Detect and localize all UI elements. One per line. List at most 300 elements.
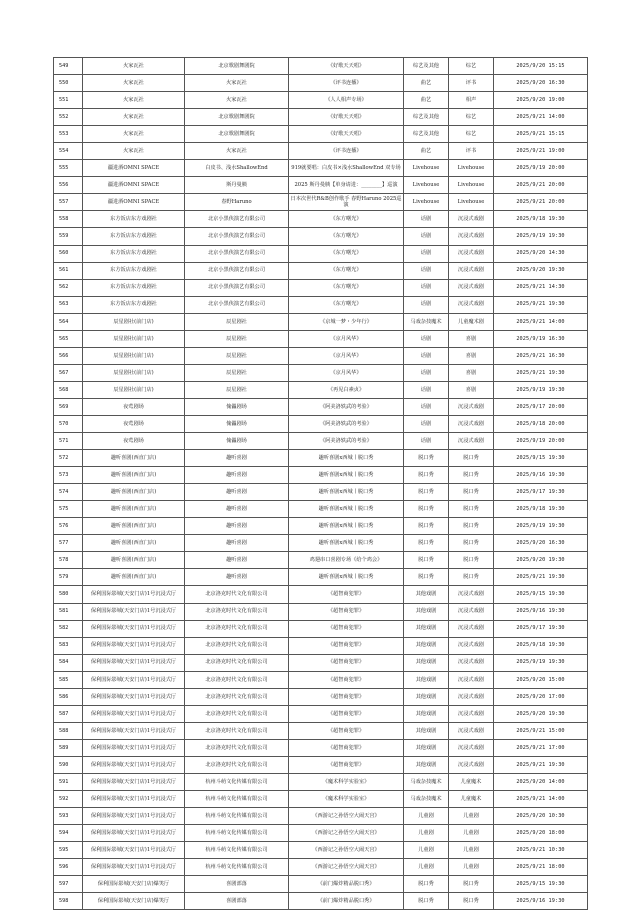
show-time-cell: 2025/9/20 19:30 <box>494 705 588 722</box>
row-number-cell: 564 <box>54 313 83 330</box>
show-title-cell: 趣听喜剧x西城丨脱口秀 <box>289 569 404 586</box>
show-time-cell: 2025/9/21 14:30 <box>494 279 588 296</box>
subcategory-cell: 沉浸式戏剧 <box>449 671 494 688</box>
venue-cell: 保利国际影城(天安门店)爆笑厅 <box>83 876 185 893</box>
venue-cell: 火家瓦社 <box>83 92 185 109</box>
show-time-cell: 2025/9/16 19:30 <box>494 467 588 484</box>
show-title-cell: 《超智商犯罪》 <box>289 637 404 654</box>
row-number-cell: 595 <box>54 842 83 859</box>
category-cell: 其他戏剧 <box>404 671 449 688</box>
venue-cell: 辰星剧社(前门店) <box>83 364 185 381</box>
row-number-cell: 587 <box>54 705 83 722</box>
category-cell: 脱口秀 <box>404 450 449 467</box>
show-time-cell: 2025/9/16 19:30 <box>494 893 588 910</box>
venue-cell: 保利国际影城(天安门店)爆笑厅 <box>83 893 185 910</box>
subcategory-cell: 评书 <box>449 143 494 160</box>
category-cell: 综艺及其他 <box>404 109 449 126</box>
show-time-cell: 2025/9/21 17:00 <box>494 739 588 756</box>
show-time-cell: 2025/9/21 18:00 <box>494 859 588 876</box>
row-number-cell: 582 <box>54 620 83 637</box>
row-number-cell: 551 <box>54 92 83 109</box>
table-row <box>54 92 588 109</box>
organizer-cell: 北京洛克时代文化有限公司 <box>185 603 289 620</box>
category-cell: 其他戏剧 <box>404 722 449 739</box>
category-cell: 马戏杂技魔术 <box>404 313 449 330</box>
organizer-cell: 杭州斗萌文化传媒有限公司 <box>185 859 289 876</box>
venue-cell: 趣听喜剧(西直门店) <box>83 552 185 569</box>
subcategory-cell: 沉浸式戏剧 <box>449 705 494 722</box>
table-row <box>54 313 588 330</box>
show-time-cell: 2025/9/18 20:00 <box>494 415 588 432</box>
subcategory-cell: 沉浸式戏剧 <box>449 211 494 228</box>
organizer-cell: 北京洛克时代文化有限公司 <box>185 586 289 603</box>
show-time-cell: 2025/9/19 19:30 <box>494 381 588 398</box>
table-row <box>54 433 588 450</box>
organizer-cell: 北京洛克时代文化有限公司 <box>185 688 289 705</box>
row-number-cell: 578 <box>54 552 83 569</box>
show-time-cell: 2025/9/19 19:30 <box>494 654 588 671</box>
venue-cell: 夜莺剧场 <box>83 415 185 432</box>
venue-cell: 保利国际影城(天安门店)1号沉浸式厅 <box>83 671 185 688</box>
show-title-cell: 《前门爆炸精品脱口秀》 <box>289 876 404 893</box>
table-row <box>54 347 588 364</box>
row-number-cell: 580 <box>54 586 83 603</box>
organizer-cell: 北京歌剧舞剧院 <box>185 109 289 126</box>
table-row <box>54 143 588 160</box>
table-row <box>54 501 588 518</box>
organizer-cell: 北京歌剧舞剧院 <box>185 126 289 143</box>
organizer-cell: 北京洛克时代文化有限公司 <box>185 739 289 756</box>
table-row <box>54 109 588 126</box>
show-time-cell: 2025/9/17 20:00 <box>494 398 588 415</box>
show-title-cell: 《超智商犯罪》 <box>289 603 404 620</box>
venue-cell: 夜莺剧场 <box>83 433 185 450</box>
category-cell: 脱口秀 <box>404 518 449 535</box>
table-row <box>54 859 588 876</box>
show-title-cell: 日本次世代R&B创作歌手 春野Haruno 2025巡演 <box>289 194 404 211</box>
row-number-cell: 558 <box>54 211 83 228</box>
show-time-cell: 2025/9/20 14:30 <box>494 245 588 262</box>
category-cell: 曲艺 <box>404 92 449 109</box>
subcategory-cell: 沉浸式戏剧 <box>449 296 494 313</box>
row-number-cell: 569 <box>54 398 83 415</box>
show-title-cell: 《阿美洛轶武的考验》 <box>289 398 404 415</box>
row-number-cell: 585 <box>54 671 83 688</box>
row-number-cell: 594 <box>54 825 83 842</box>
show-time-cell: 2025/9/21 19:30 <box>494 756 588 773</box>
venue-cell: 保利国际影城(天安门店)1号沉浸式厅 <box>83 791 185 808</box>
table-row <box>54 705 588 722</box>
show-time-cell: 2025/9/20 16:30 <box>494 535 588 552</box>
category-cell: Livehouse <box>404 177 449 194</box>
show-time-cell: 2025/9/21 14:00 <box>494 313 588 330</box>
venue-cell: 辰星剧社(前门店) <box>83 313 185 330</box>
organizer-cell: 北京洛克时代文化有限公司 <box>185 637 289 654</box>
show-title-cell: 《超智商犯罪》 <box>289 620 404 637</box>
subcategory-cell: 沉浸式戏剧 <box>449 688 494 705</box>
category-cell: 话剧 <box>404 279 449 296</box>
venue-cell: 趣听喜剧(西直门店) <box>83 569 185 586</box>
organizer-cell: 北京洛克时代文化有限公司 <box>185 756 289 773</box>
show-title-cell: 《阿美洛轶武的考验》 <box>289 433 404 450</box>
schedule-sheet <box>53 57 587 910</box>
show-time-cell: 2025/9/20 19:30 <box>494 552 588 569</box>
subcategory-cell: 脱口秀 <box>449 876 494 893</box>
subcategory-cell: 儿童剧 <box>449 859 494 876</box>
category-cell: 其他戏剧 <box>404 603 449 620</box>
organizer-cell: 趣听喜剧 <box>185 569 289 586</box>
row-number-cell: 583 <box>54 637 83 654</box>
organizer-cell: 北京洛克时代文化有限公司 <box>185 671 289 688</box>
category-cell: 儿童剧 <box>404 808 449 825</box>
row-number-cell: 563 <box>54 296 83 313</box>
subcategory-cell: 沉浸式戏剧 <box>449 756 494 773</box>
category-cell: 话剧 <box>404 347 449 364</box>
row-number-cell: 590 <box>54 756 83 773</box>
subcategory-cell: 脱口秀 <box>449 893 494 910</box>
organizer-cell: 北京小黑侠演艺有限公司 <box>185 245 289 262</box>
show-title-cell: 趣听喜剧x西城丨脱口秀 <box>289 450 404 467</box>
subcategory-cell: 综艺 <box>449 126 494 143</box>
table-row <box>54 364 588 381</box>
show-time-cell: 2025/9/21 20:00 <box>494 177 588 194</box>
row-number-cell: 584 <box>54 654 83 671</box>
show-time-cell: 2025/9/20 17:00 <box>494 688 588 705</box>
table-row <box>54 586 588 603</box>
venue-cell: 火家瓦社 <box>83 109 185 126</box>
show-time-cell: 2025/9/21 15:15 <box>494 126 588 143</box>
subcategory-cell: 沉浸式戏剧 <box>449 279 494 296</box>
category-cell: 脱口秀 <box>404 501 449 518</box>
show-time-cell: 2025/9/20 14:00 <box>494 773 588 790</box>
row-number-cell: 550 <box>54 75 83 92</box>
subcategory-cell: 脱口秀 <box>449 552 494 569</box>
category-cell: 其他戏剧 <box>404 688 449 705</box>
organizer-cell: 趣听喜剧 <box>185 484 289 501</box>
show-title-cell: 《东方曙光》 <box>289 228 404 245</box>
show-title-cell: 《人人相声专场》 <box>289 92 404 109</box>
category-cell: 其他戏剧 <box>404 756 449 773</box>
organizer-cell: 白皮书、浅水ShallowEnd <box>185 160 289 177</box>
show-title-cell: 《魔术科学实验室》 <box>289 791 404 808</box>
subcategory-cell: 综艺 <box>449 58 494 75</box>
show-title-cell: 《好歌天天唱》 <box>289 109 404 126</box>
subcategory-cell: 喜剧 <box>449 381 494 398</box>
show-title-cell: 《京月风华》 <box>289 364 404 381</box>
table-row <box>54 228 588 245</box>
venue-cell: 火家瓦社 <box>83 58 185 75</box>
organizer-cell: 北京小黑侠演艺有限公司 <box>185 279 289 296</box>
subcategory-cell: 沉浸式戏剧 <box>449 415 494 432</box>
venue-cell: 趣听喜剧(西直门店) <box>83 467 185 484</box>
show-time-cell: 2025/9/21 19:30 <box>494 569 588 586</box>
table-row <box>54 450 588 467</box>
row-number-cell: 570 <box>54 415 83 432</box>
show-title-cell: 《超智商犯罪》 <box>289 688 404 705</box>
show-title-cell: 趣听喜剧x西城丨脱口秀 <box>289 467 404 484</box>
table-row <box>54 177 588 194</box>
show-title-cell: 《超智商犯罪》 <box>289 739 404 756</box>
show-title-cell: 《东方曙光》 <box>289 279 404 296</box>
organizer-cell: 杭州斗萌文化传媒有限公司 <box>185 808 289 825</box>
show-title-cell: 鸡翅串口喜剧专场《给个鸡会》 <box>289 552 404 569</box>
subcategory-cell: 脱口秀 <box>449 484 494 501</box>
subcategory-cell: 喜剧 <box>449 347 494 364</box>
organizer-cell: 火家瓦社 <box>185 143 289 160</box>
category-cell: 脱口秀 <box>404 569 449 586</box>
venue-cell: 保利国际影城(天安门店)1号沉浸式厅 <box>83 722 185 739</box>
subcategory-cell: 沉浸式戏剧 <box>449 586 494 603</box>
show-title-cell: 《西游记之孙悟空大闹天宫》 <box>289 842 404 859</box>
category-cell: 曲艺 <box>404 75 449 92</box>
show-time-cell: 2025/9/19 19:30 <box>494 228 588 245</box>
table-row <box>54 739 588 756</box>
subcategory-cell: 沉浸式戏剧 <box>449 637 494 654</box>
organizer-cell: 辰星剧社 <box>185 330 289 347</box>
row-number-cell: 596 <box>54 859 83 876</box>
subcategory-cell: 相声 <box>449 92 494 109</box>
show-title-cell: 《再见白素贞》 <box>289 381 404 398</box>
subcategory-cell: 沉浸式戏剧 <box>449 739 494 756</box>
venue-cell: 东方饭店东方戏剧社 <box>83 279 185 296</box>
row-number-cell: 576 <box>54 518 83 535</box>
row-number-cell: 568 <box>54 381 83 398</box>
subcategory-cell: 沉浸式戏剧 <box>449 654 494 671</box>
venue-cell: 疆进酒OMNI SPACE <box>83 194 185 211</box>
category-cell: 脱口秀 <box>404 876 449 893</box>
table-row <box>54 262 588 279</box>
show-title-cell: 《前门爆炸精品脱口秀》 <box>289 893 404 910</box>
category-cell: 话剧 <box>404 381 449 398</box>
organizer-cell: 火家瓦社 <box>185 92 289 109</box>
organizer-cell: 杭州斗萌文化传媒有限公司 <box>185 825 289 842</box>
subcategory-cell: 儿童魔术 <box>449 773 494 790</box>
organizer-cell: 北京洛克时代文化有限公司 <box>185 620 289 637</box>
organizer-cell: 斯丹曼胰 <box>185 177 289 194</box>
show-title-cell: 《京月风华》 <box>289 330 404 347</box>
venue-cell: 保利国际影城(天安门店)1号沉浸式厅 <box>83 739 185 756</box>
category-cell: 综艺及其他 <box>404 126 449 143</box>
row-number-cell: 559 <box>54 228 83 245</box>
row-number-cell: 597 <box>54 876 83 893</box>
show-time-cell: 2025/9/18 19:30 <box>494 501 588 518</box>
venue-cell: 保利国际影城(天安门店)1号沉浸式厅 <box>83 637 185 654</box>
subcategory-cell: 综艺 <box>449 109 494 126</box>
show-time-cell: 2025/9/19 20:00 <box>494 160 588 177</box>
table-row <box>54 535 588 552</box>
show-title-cell: 《魔术科学实验室》 <box>289 773 404 790</box>
table-row <box>54 773 588 790</box>
category-cell: Livehouse <box>404 194 449 211</box>
venue-cell: 辰星剧社(前门店) <box>83 381 185 398</box>
show-title-cell: 趣听喜剧x西城丨脱口秀 <box>289 501 404 518</box>
organizer-cell: 傀儡剧场 <box>185 433 289 450</box>
venue-cell: 东方饭店东方戏剧社 <box>83 211 185 228</box>
show-time-cell: 2025/9/21 10:30 <box>494 842 588 859</box>
show-time-cell: 2025/9/18 19:30 <box>494 211 588 228</box>
organizer-cell: 北京小黑侠演艺有限公司 <box>185 262 289 279</box>
show-time-cell: 2025/9/19 16:30 <box>494 330 588 347</box>
category-cell: 马戏杂技魔术 <box>404 773 449 790</box>
venue-cell: 火家瓦社 <box>83 126 185 143</box>
table-row <box>54 620 588 637</box>
row-number-cell: 586 <box>54 688 83 705</box>
venue-cell: 保利国际影城(天安门店)1号沉浸式厅 <box>83 842 185 859</box>
category-cell: 其他戏剧 <box>404 739 449 756</box>
table-row <box>54 893 588 910</box>
show-time-cell: 2025/9/19 19:30 <box>494 518 588 535</box>
organizer-cell: 趣听喜剧 <box>185 467 289 484</box>
venue-cell: 东方饭店东方戏剧社 <box>83 245 185 262</box>
show-title-cell: 《西游记之孙悟空大闹天宫》 <box>289 825 404 842</box>
venue-cell: 趣听喜剧(西直门店) <box>83 535 185 552</box>
row-number-cell: 573 <box>54 467 83 484</box>
show-title-cell: 《超智商犯罪》 <box>289 722 404 739</box>
schedule-table-body <box>54 58 588 910</box>
row-number-cell: 552 <box>54 109 83 126</box>
category-cell: 其他戏剧 <box>404 620 449 637</box>
subcategory-cell: 儿童剧 <box>449 808 494 825</box>
category-cell: 话剧 <box>404 211 449 228</box>
row-number-cell: 565 <box>54 330 83 347</box>
venue-cell: 辰星剧社(前门店) <box>83 347 185 364</box>
category-cell: 儿童剧 <box>404 842 449 859</box>
category-cell: 其他戏剧 <box>404 654 449 671</box>
category-cell: 话剧 <box>404 245 449 262</box>
venue-cell: 火家瓦社 <box>83 143 185 160</box>
organizer-cell: 北京歌剧舞剧院 <box>185 58 289 75</box>
table-row <box>54 296 588 313</box>
show-time-cell: 2025/9/20 15:00 <box>494 671 588 688</box>
subcategory-cell: 脱口秀 <box>449 518 494 535</box>
show-time-cell: 2025/9/18 19:30 <box>494 637 588 654</box>
organizer-cell: 火家瓦社 <box>185 75 289 92</box>
show-title-cell: 《超智商犯罪》 <box>289 756 404 773</box>
show-time-cell: 2025/9/21 14:00 <box>494 791 588 808</box>
subcategory-cell: 评书 <box>449 75 494 92</box>
subcategory-cell: 沉浸式戏剧 <box>449 398 494 415</box>
show-time-cell: 2025/9/19 20:00 <box>494 433 588 450</box>
category-cell: Livehouse <box>404 160 449 177</box>
subcategory-cell: 沉浸式戏剧 <box>449 603 494 620</box>
table-row <box>54 330 588 347</box>
category-cell: 话剧 <box>404 398 449 415</box>
subcategory-cell: 儿童魔术剧 <box>449 313 494 330</box>
category-cell: 话剧 <box>404 296 449 313</box>
row-number-cell: 598 <box>54 893 83 910</box>
venue-cell: 趣听喜剧(西直门店) <box>83 501 185 518</box>
table-row <box>54 160 588 177</box>
show-time-cell: 2025/9/16 19:30 <box>494 603 588 620</box>
table-row <box>54 671 588 688</box>
venue-cell: 东方饭店东方戏剧社 <box>83 228 185 245</box>
category-cell: 话剧 <box>404 364 449 381</box>
show-title-cell: 趣听喜剧x西城丨脱口秀 <box>289 535 404 552</box>
show-title-cell: 《好歌天天唱》 <box>289 126 404 143</box>
table-row <box>54 842 588 859</box>
row-number-cell: 549 <box>54 58 83 75</box>
show-title-cell: 《阿美洛轶武的考验》 <box>289 415 404 432</box>
organizer-cell: 辰星剧社 <box>185 313 289 330</box>
show-time-cell: 2025/9/15 19:30 <box>494 876 588 893</box>
subcategory-cell: 喜剧 <box>449 364 494 381</box>
show-title-cell: 《评书连播》 <box>289 75 404 92</box>
venue-cell: 保利国际影城(天安门店)1号沉浸式厅 <box>83 654 185 671</box>
subcategory-cell: 喜剧 <box>449 330 494 347</box>
table-row <box>54 825 588 842</box>
organizer-cell: 春野Haruno <box>185 194 289 211</box>
show-title-cell: 《东方曙光》 <box>289 211 404 228</box>
row-number-cell: 592 <box>54 791 83 808</box>
row-number-cell: 562 <box>54 279 83 296</box>
table-row <box>54 279 588 296</box>
category-cell: 话剧 <box>404 433 449 450</box>
table-row <box>54 245 588 262</box>
subcategory-cell: 沉浸式戏剧 <box>449 722 494 739</box>
show-title-cell: 《京城一梦・少年行》 <box>289 313 404 330</box>
show-title-cell: 2025 斯丹曼胰【单身请进：________】巡演 <box>289 177 404 194</box>
row-number-cell: 567 <box>54 364 83 381</box>
show-time-cell: 2025/9/20 19:00 <box>494 92 588 109</box>
subcategory-cell: 脱口秀 <box>449 450 494 467</box>
subcategory-cell: 沉浸式戏剧 <box>449 433 494 450</box>
venue-cell: 保利国际影城(天安门店)1号沉浸式厅 <box>83 586 185 603</box>
show-time-cell: 2025/9/17 19:30 <box>494 620 588 637</box>
venue-cell: 保利国际影城(天安门店)1号沉浸式厅 <box>83 825 185 842</box>
table-row <box>54 398 588 415</box>
category-cell: 话剧 <box>404 330 449 347</box>
organizer-cell: 北京小黑侠演艺有限公司 <box>185 296 289 313</box>
table-row <box>54 58 588 75</box>
row-number-cell: 557 <box>54 194 83 211</box>
subcategory-cell: Livehouse <box>449 160 494 177</box>
category-cell: 脱口秀 <box>404 467 449 484</box>
row-number-cell: 588 <box>54 722 83 739</box>
show-time-cell: 2025/9/17 19:30 <box>494 484 588 501</box>
organizer-cell: 辰星剧社 <box>185 347 289 364</box>
row-number-cell: 575 <box>54 501 83 518</box>
subcategory-cell: 沉浸式戏剧 <box>449 245 494 262</box>
subcategory-cell: Livehouse <box>449 194 494 211</box>
venue-cell: 保利国际影城(天安门店)1号沉浸式厅 <box>83 688 185 705</box>
table-row <box>54 603 588 620</box>
venue-cell: 东方饭店东方戏剧社 <box>83 296 185 313</box>
row-number-cell: 574 <box>54 484 83 501</box>
show-title-cell: 趣听喜剧x西城丨脱口秀 <box>289 484 404 501</box>
row-number-cell: 556 <box>54 177 83 194</box>
organizer-cell: 傀儡剧场 <box>185 415 289 432</box>
show-time-cell: 2025/9/21 16:30 <box>494 347 588 364</box>
venue-cell: 趣听喜剧(西直门店) <box>83 484 185 501</box>
category-cell: 话剧 <box>404 415 449 432</box>
table-row <box>54 484 588 501</box>
row-number-cell: 560 <box>54 245 83 262</box>
organizer-cell: 北京小黑侠演艺有限公司 <box>185 211 289 228</box>
show-title-cell: 《东方曙光》 <box>289 262 404 279</box>
show-title-cell: 《西游记之孙悟空大闹天宫》 <box>289 859 404 876</box>
venue-cell: 趣听喜剧(西直门店) <box>83 518 185 535</box>
subcategory-cell: 沉浸式戏剧 <box>449 228 494 245</box>
subcategory-cell: 沉浸式戏剧 <box>449 262 494 279</box>
organizer-cell: 辰星剧社 <box>185 381 289 398</box>
row-number-cell: 566 <box>54 347 83 364</box>
category-cell: 其他戏剧 <box>404 705 449 722</box>
category-cell: 脱口秀 <box>404 535 449 552</box>
row-number-cell: 572 <box>54 450 83 467</box>
organizer-cell: 辰星剧社 <box>185 364 289 381</box>
show-title-cell: 《好歌天天唱》 <box>289 58 404 75</box>
subcategory-cell: 沉浸式戏剧 <box>449 620 494 637</box>
